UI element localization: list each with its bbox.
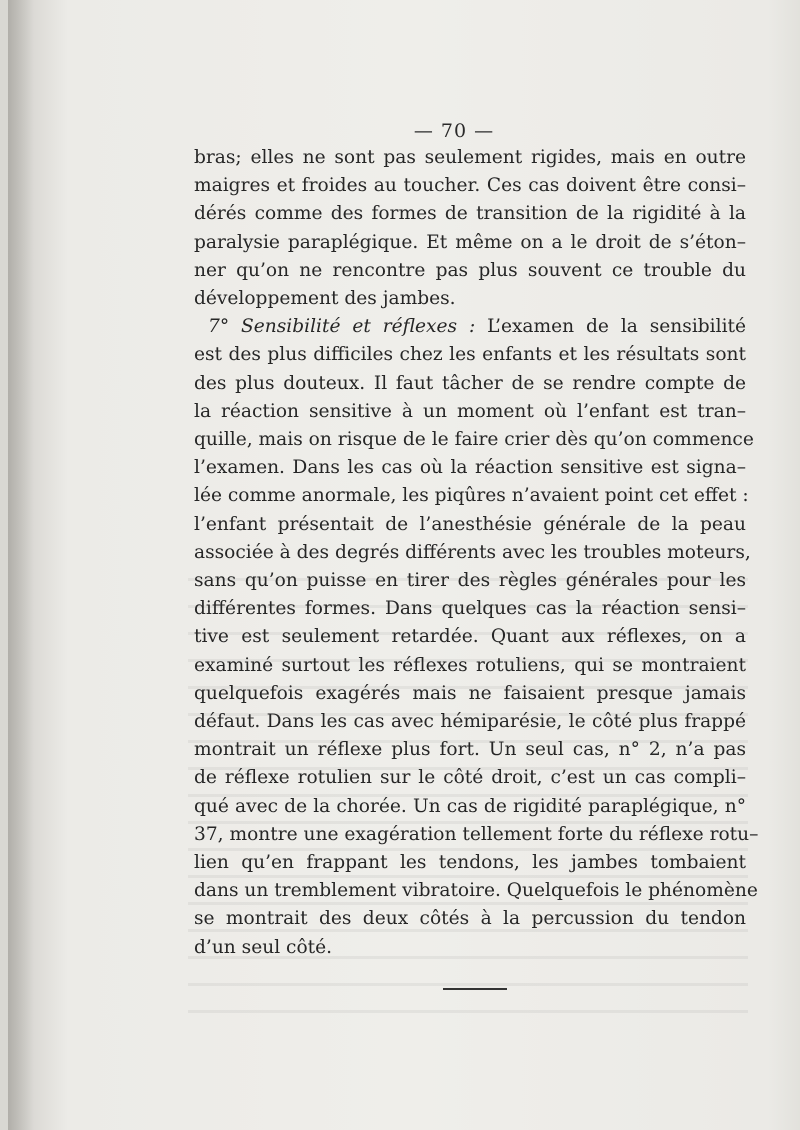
book-page [8, 0, 800, 1130]
text-line: tive est seulement retardée. Quant aux réflexes, on a [194, 626, 746, 648]
text-line: dérés comme des formes de transition de la rigidité à la [194, 203, 746, 225]
text-line: ner qu’on ne rencontre pas plus souvent ce trouble du [194, 259, 746, 281]
text-line: lée comme anormale, les piqûres n’avaient point cet effet : [194, 485, 749, 507]
text-line: lien qu’en frappant les tendons, les jambes tombaient [194, 852, 746, 874]
text-line: quelquefois exagérés mais ne faisaient presque jamais [194, 682, 746, 704]
text-line: défaut. Dans les cas avec hémiparésie, le côté plus frappé [194, 711, 746, 733]
text-line: quille, mais on risque de le faire crier dès qu’on commence [194, 429, 754, 451]
text-line: l’examen. Dans les cas où la réaction sensitive est signa– [194, 457, 746, 479]
text-line: développement des jambes. [194, 288, 456, 310]
text-line: différentes formes. Dans quelques cas la réaction sensi– [194, 598, 746, 620]
text-line: maigres et froides au toucher. Ces cas doivent être consi– [194, 175, 746, 197]
text-line: qué avec de la chorée. Un cas de rigidité paraplégique, n° [194, 795, 746, 817]
text-line: des plus douteux. Il faut tâcher de se rendre compte de [194, 372, 746, 394]
text-line: L’examen de la sensibilité [487, 316, 746, 338]
text-line: bras; elles ne sont pas seulement rigides, mais en outre [194, 147, 746, 168]
text-line: de réflexe rotulien sur le côté droit, c’est un cas compli– [194, 767, 746, 789]
page-number: — 70 — [413, 120, 495, 142]
text-line: dans un tremblement vibratoire. Quelquefois le phénomène [194, 880, 758, 902]
text-line: paralysie paraplégique. Et même on a le droit de s’éton– [194, 231, 746, 253]
section-rule [443, 988, 507, 990]
text-line: est des plus difficiles chez les enfants et les résultats sont [194, 344, 746, 366]
text-line: examiné surtout les réflexes rotuliens, qui se montraient [194, 654, 746, 676]
text-line: sans qu’on puisse en tirer des règles générales pour les [194, 570, 746, 592]
text-line: l’enfant présentait de l’anesthésie générale de la peau [194, 513, 746, 535]
text-line: se montrait des deux côtés à la percussion du tendon [194, 908, 746, 930]
section-line [194, 313, 746, 341]
text-line: montrait un réflexe plus fort. Un seul cas, n° 2, n’a pas [194, 739, 746, 761]
text-line: d’un seul côté. [194, 936, 333, 958]
text-line: la réaction sensitive à un moment où l’enfant est tran– [194, 400, 746, 422]
text-line: 37, montre une exagération tellement forte du réflexe rotu– [194, 823, 759, 845]
body-text [194, 144, 759, 962]
text-line: associée à des degrés différents avec les troubles moteurs, [194, 541, 751, 563]
section-heading: 7° Sensibilité et réflexes : [208, 316, 476, 338]
